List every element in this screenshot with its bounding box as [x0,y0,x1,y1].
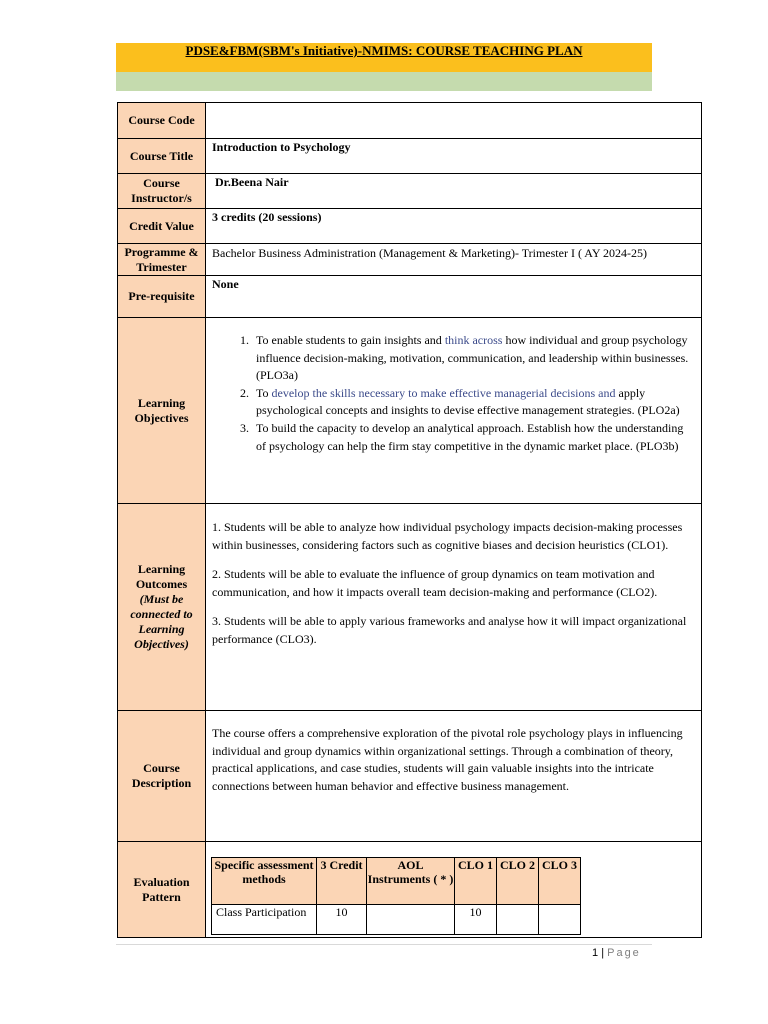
footer-divider [116,944,652,945]
value-credit: 3 credits (20 sessions) [206,209,702,244]
eval-cell [497,905,539,935]
value-evaluation [206,842,702,938]
row-course-title [118,139,702,174]
row-course-code [118,103,702,139]
objectives-list [206,332,691,455]
eval-cell [367,905,455,935]
label-objectives: Learning Objectives [118,318,206,504]
header-green-band [116,72,652,91]
value-objectives [206,318,702,504]
eval-header-cell: CLO 3 [539,858,581,905]
label-evaluation: Evaluation Pattern [118,842,206,938]
page-number-separator: | [601,947,605,959]
eval-header-cell: CLO 1 [455,858,497,905]
outcome-item: 1. Students will be able to analyze how individual psychology impacts decision-making processes within businesses, considering factors such as cognitive biases and decision heuristics (CLO1). [212,520,683,552]
value-instructor: Dr.Beena Nair [206,174,702,209]
page-title: PDSE&FBM(SBM's Initiative)-NMIMS: COURSE TEACHING PLAN [185,43,583,58]
row-description [118,711,702,842]
label-course-title: Course Title [118,139,206,174]
label-programme: Programme & Trimester [118,244,206,276]
description-text: The course offers a comprehensive exploration of the pivotal role psychology plays in influencing individual and group dynamics within organizational settings. Through a combination of theory, practical applications, and case studies, students will gain valuable insights into the intricate connections between human behavior and effective business management. [212,726,683,793]
value-prereq: None [206,276,702,318]
outcome-item: 3. Students will be able to apply various frameworks and analyse how it will impact organizational performance (CLO3). [212,614,687,646]
value-course-code [206,103,702,139]
evaluation-header-row [212,858,581,905]
row-credit [118,209,702,244]
objective-item: 3. To build the capacity to develop an analytical approach. Establish how the understanding of psychology can help the firm stay competitive in the dynamic market place. (PLO3b) [252,420,691,455]
objective-item: 2. To develop the skills necessary to make effective managerial decisions and apply psychological concepts and insights to devise effective management strategies. (PLO2a) [252,385,691,420]
outcomes-label-note: (Must be connected to Learning Objectives) [130,592,193,651]
eval-cell [539,905,581,935]
row-objectives [118,318,702,504]
eval-cell: 10 [317,905,367,935]
label-instructor: Course Instructor/s [118,174,206,209]
label-course-code: Course Code [118,103,206,139]
value-description [206,711,702,842]
label-credit: Credit Value [118,209,206,244]
row-prereq [118,276,702,318]
label-prereq: Pre-requisite [118,276,206,318]
value-outcomes [206,504,702,711]
eval-cell: Class Participation [212,905,317,935]
table-row [212,905,581,935]
row-instructor [118,174,702,209]
eval-header-cell: 3 Credit [317,858,367,905]
eval-header-cell: AOL Instruments ( * ) [367,858,455,905]
label-description: Course Description [118,711,206,842]
value-course-title: Introduction to Psychology [206,139,702,174]
outcome-item: 2. Students will be able to evaluate the influence of group dynamics on team motivation and communication, and how it impacts overall team decision-making and performance (CLO2). [212,567,658,599]
row-outcomes [118,504,702,711]
row-programme [118,244,702,276]
eval-header-cell: CLO 2 [497,858,539,905]
eval-cell: 10 [455,905,497,935]
evaluation-table [211,857,581,935]
eval-header-cell: Specific assessment methods [212,858,317,905]
value-programme: Bachelor Business Administration (Management & Marketing)- Trimester I ( AY 2024-25) [206,244,702,276]
row-evaluation [118,842,702,938]
outcomes-label-text: Learning Outcomes [135,562,188,591]
course-plan-table [117,102,702,938]
header-band [116,43,652,72]
page-number [592,947,641,959]
page-word: Page [607,947,641,959]
label-outcomes [118,504,206,711]
objective-item: 1. To enable students to gain insights and think across how individual and group psychology influence decision-making, motivation, communication, and leadership within businesses. (PLO3a) [252,332,691,385]
page-number-value: 1 [592,947,599,959]
